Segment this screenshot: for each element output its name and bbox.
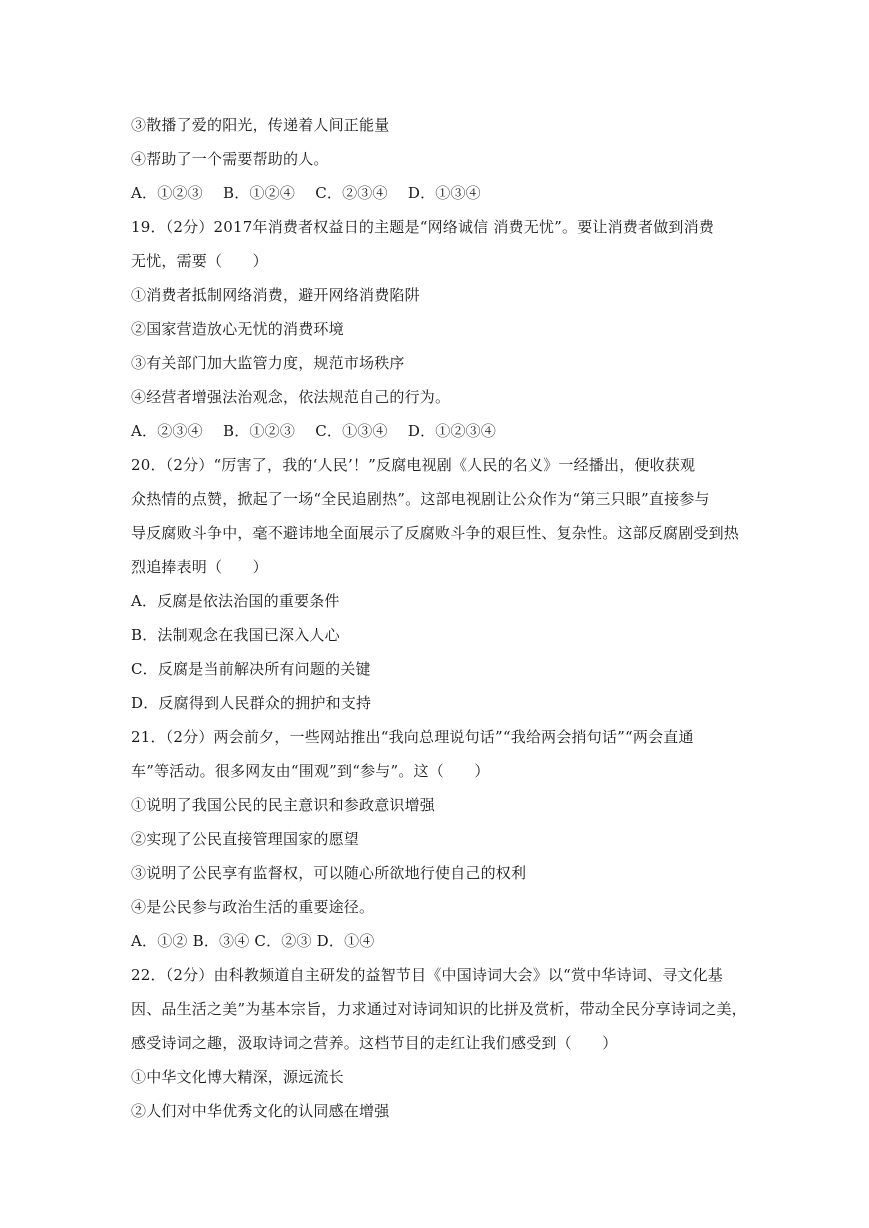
q18-choices: A．①②③ B．①②④ C．②③④ D．①③④ <box>131 184 481 202</box>
q19-option-4: ④经营者增强法治观念，依法规范自己的行为。 <box>131 388 451 406</box>
q19-option-2: ②国家营造放心无忧的消费环境 <box>131 320 344 338</box>
q19-stem-line-2: 无忧，需要（ ） <box>131 252 268 270</box>
q20-choice-d: D．反腐得到人民群众的拥护和支持 <box>131 694 372 712</box>
q19-stem-line-1: 19．（2分）2017年消费者权益日的主题是“网络诚信 消费无忧”。要让消费者做到消费 <box>131 218 715 236</box>
q21-stem-line-2: 车”等活动。很多网友由“围观”到“参与”。这（ ） <box>131 762 490 780</box>
q18-option-4: ④帮助了一个需要帮助的人。 <box>131 150 329 168</box>
q20-choice-c: C．反腐是当前解决所有问题的关键 <box>131 660 371 678</box>
q21-option-3: ③说明了公民享有监督权，可以随心所欲地行使自己的权利 <box>131 864 527 882</box>
q22-stem-line-2: 因、品生活之美”为基本宗旨，力求通过对诗词知识的比拼及赏析，带动全民分享诗词之美， <box>131 1000 747 1018</box>
q22-stem-line-1: 22．（2分）由科教频道自主研发的益智节目《中国诗词大会》以“赏中华诗词、寻文化基 <box>131 966 724 984</box>
q20-choice-b: B．法制观念在我国已深入人心 <box>131 626 340 644</box>
q21-option-4: ④是公民参与政治生活的重要途径。 <box>131 898 375 916</box>
q22-option-2: ②人们对中华优秀文化的认同感在增强 <box>131 1102 390 1120</box>
q20-choice-a: A．反腐是依法治国的重要条件 <box>131 592 340 610</box>
q22-option-1: ①中华文化博大精深，源远流长 <box>131 1068 344 1086</box>
q18-option-3: ③散播了爱的阳光，传递着人间正能量 <box>131 116 390 134</box>
q21-option-1: ①说明了我国公民的民主意识和参政意识增强 <box>131 796 436 814</box>
q19-option-1: ①消费者抵制网络消费，避开网络消费陷阱 <box>131 286 420 304</box>
document-page <box>131 108 751 1128</box>
q19-choices: A．②③④ B．①②③ C．①③④ D．①②③④ <box>131 422 497 440</box>
q21-stem-line-1: 21．（2分）两会前夕，一些网站推出“我向总理说句话”“我给两会捎句话”“两会直通 <box>131 728 694 746</box>
q22-stem-line-3: 感受诗词之趣，汲取诗词之营养。这档节目的走红让我们感受到（ ） <box>131 1034 618 1052</box>
q20-stem-line-1: 20．（2分）“厉害了，我的‘人民’！”反腐电视剧《人民的名义》一经播出，便收获观 <box>131 456 696 474</box>
q20-stem-line-3: 导反腐败斗争中，毫不避讳地全面展示了反腐败斗争的艰巨性、复杂性。这部反腐剧受到热 <box>131 524 740 542</box>
q21-option-2: ②实现了公民直接管理国家的愿望 <box>131 830 360 848</box>
q20-stem-line-4: 烈追捧表明（ ） <box>131 558 268 576</box>
q20-stem-line-2: 众热情的点赞，掀起了一场“全民追剧热”。这部电视剧让公众作为“第三只眼”直接参与 <box>131 490 710 508</box>
q21-choices: A．①② B．③④ C．②③ D．①④ <box>131 932 375 950</box>
q19-option-3: ③有关部门加大监管力度，规范市场秩序 <box>131 354 405 372</box>
